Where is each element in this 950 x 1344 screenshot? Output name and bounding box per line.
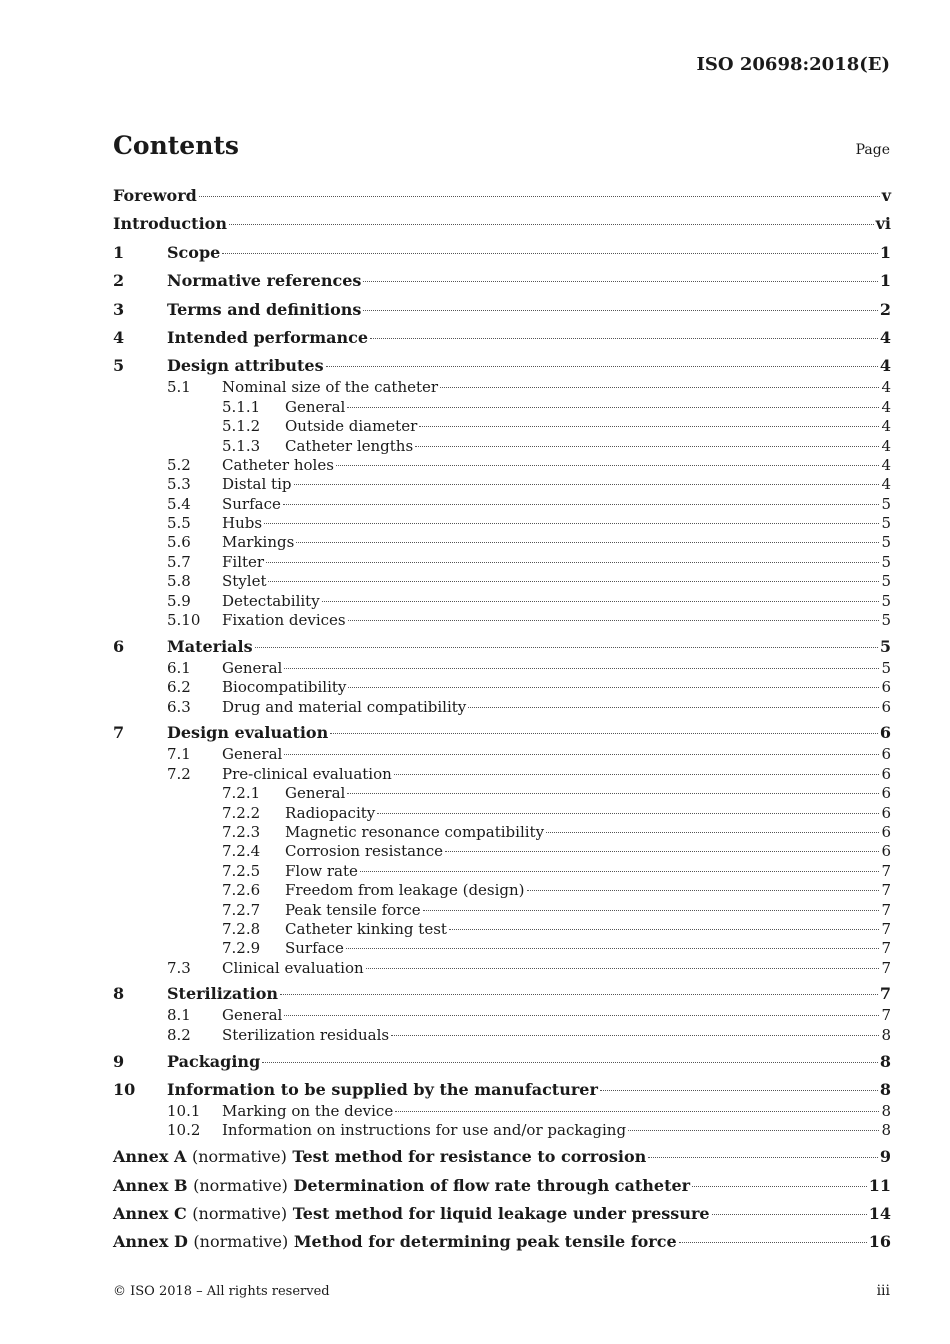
toc-entry-number: 5.7 bbox=[167, 552, 191, 571]
toc-entry-number: 7.2.3 bbox=[222, 822, 261, 841]
dot-leader bbox=[363, 310, 877, 311]
toc-entry-title: Stylet bbox=[222, 572, 267, 591]
toc-entry-number: 5.6 bbox=[167, 533, 191, 552]
toc-entry-title: Introduction bbox=[113, 214, 227, 234]
toc-entry-number: 7.3 bbox=[167, 958, 191, 977]
toc-entry-title: Hubs bbox=[222, 514, 263, 533]
toc-entry-page: 16 bbox=[868, 1232, 891, 1252]
toc-entry-number: 5.1.1 bbox=[222, 397, 261, 416]
toc-entry-title: Nominal size of the catheter bbox=[222, 378, 439, 397]
toc-entry-title: Materials bbox=[167, 636, 253, 656]
toc-entry[interactable] bbox=[113, 378, 891, 397]
footer-page-number: iii bbox=[876, 1283, 890, 1299]
toc-entry[interactable] bbox=[113, 475, 891, 494]
toc-entry[interactable] bbox=[113, 1026, 891, 1045]
toc-entry-number: 7.2.1 bbox=[222, 784, 261, 803]
toc-entry-number: 5.8 bbox=[167, 572, 191, 591]
toc-entry[interactable] bbox=[113, 1078, 891, 1102]
toc-entry-page: 5 bbox=[881, 591, 891, 610]
toc-entry-title: Design attributes bbox=[167, 356, 324, 376]
page-column-label: Page bbox=[855, 142, 890, 158]
dot-leader bbox=[296, 542, 879, 543]
dot-leader bbox=[294, 484, 880, 485]
dot-leader bbox=[468, 707, 879, 708]
toc-entry-page: 6 bbox=[881, 803, 891, 822]
toc-entry-title: Normative references bbox=[167, 271, 362, 291]
toc-entry-number: 10.2 bbox=[167, 1121, 201, 1140]
dot-leader bbox=[360, 871, 880, 872]
dot-leader bbox=[229, 224, 874, 225]
toc-entry-page: 6 bbox=[881, 784, 891, 803]
toc-entry-number: 5.1.2 bbox=[222, 417, 261, 436]
toc-entry[interactable] bbox=[113, 514, 891, 533]
toc-entry-page: 14 bbox=[868, 1203, 891, 1223]
toc-entry-page: 4 bbox=[881, 397, 891, 416]
toc-entry-title: Packaging bbox=[167, 1051, 261, 1071]
toc-entry-page: 5 bbox=[881, 658, 891, 677]
toc-entry-number: 5.9 bbox=[167, 591, 191, 610]
toc-entry-page: 7 bbox=[881, 861, 891, 880]
toc-entry-page: 1 bbox=[879, 242, 891, 262]
toc-entry-page: 4 bbox=[881, 417, 891, 436]
toc-entry-page: 4 bbox=[881, 436, 891, 455]
toc-entry[interactable] bbox=[113, 212, 891, 236]
toc-entry[interactable] bbox=[113, 982, 891, 1006]
dot-leader bbox=[366, 968, 880, 969]
dot-leader bbox=[264, 523, 879, 524]
toc-entry-title: Catheter lengths bbox=[285, 436, 414, 455]
toc-annex-entry[interactable] bbox=[113, 1202, 891, 1226]
toc-entry-page: 5 bbox=[881, 611, 891, 630]
toc-entry[interactable] bbox=[113, 862, 891, 881]
toc-entry-number: 6.1 bbox=[167, 658, 191, 677]
dot-leader bbox=[347, 793, 879, 794]
toc-entry-number: 6 bbox=[113, 636, 125, 656]
toc-entry-number: 10.1 bbox=[167, 1102, 201, 1121]
toc-entry[interactable] bbox=[113, 269, 891, 293]
annex-heading bbox=[113, 1174, 690, 1198]
annex-title: Test method for resistance to corrosion bbox=[292, 1147, 647, 1167]
annex-title: Method for determining peak tensile force bbox=[293, 1232, 677, 1252]
annex-normative-tag: (normative) bbox=[193, 1175, 288, 1195]
toc-entry-page: 4 bbox=[879, 356, 891, 376]
toc-entry-page: 8 bbox=[881, 1025, 891, 1044]
toc-entry-number: 5.5 bbox=[167, 514, 191, 533]
toc-entry-title: Peak tensile force bbox=[285, 900, 421, 919]
toc-entry-page: v bbox=[881, 186, 891, 205]
dot-leader bbox=[628, 1130, 879, 1131]
dot-leader bbox=[322, 601, 880, 602]
toc-entry-page: 5 bbox=[881, 494, 891, 513]
toc-entry[interactable] bbox=[113, 533, 891, 552]
dot-leader bbox=[712, 1214, 867, 1215]
dot-leader bbox=[280, 994, 878, 995]
toc-entry-number: 5.4 bbox=[167, 494, 191, 513]
table-of-contents bbox=[113, 184, 891, 1254]
toc-entry-title: Sterilization residuals bbox=[222, 1025, 390, 1044]
annex-normative-tag: (normative) bbox=[192, 1203, 288, 1223]
toc-entry-number: 10 bbox=[113, 1080, 136, 1100]
toc-entry-number: 6.2 bbox=[167, 678, 191, 697]
toc-entry-page: 4 bbox=[879, 327, 891, 347]
dot-leader bbox=[679, 1242, 867, 1243]
toc-entry-page: 5 bbox=[881, 514, 891, 533]
toc-entry[interactable] bbox=[113, 804, 891, 823]
annex-label: Annex A bbox=[113, 1147, 187, 1167]
toc-entry-title: Surface bbox=[222, 494, 281, 513]
dot-leader bbox=[648, 1157, 878, 1158]
toc-entry-page: 8 bbox=[879, 1051, 891, 1071]
dot-leader bbox=[600, 1090, 878, 1091]
dot-leader bbox=[336, 465, 880, 466]
dot-leader bbox=[284, 754, 879, 755]
annex-title: Determination of flow rate through catheter bbox=[293, 1175, 691, 1195]
toc-entry-number: 2 bbox=[113, 271, 125, 291]
toc-entry-title: Scope bbox=[167, 242, 221, 262]
toc-entry-title: General bbox=[285, 397, 346, 416]
dot-leader bbox=[440, 387, 879, 388]
toc-entry[interactable] bbox=[113, 1102, 891, 1121]
dot-leader bbox=[199, 196, 880, 197]
dot-leader bbox=[692, 1186, 867, 1187]
toc-entry-number: 5 bbox=[113, 356, 125, 376]
toc-entry[interactable] bbox=[113, 659, 891, 678]
dot-leader bbox=[255, 647, 878, 648]
toc-entry-number: 8.1 bbox=[167, 1006, 191, 1025]
toc-entry-title: Drug and material compatibility bbox=[222, 697, 467, 716]
toc-entry-page: 6 bbox=[881, 842, 891, 861]
toc-entry[interactable] bbox=[113, 939, 891, 958]
toc-entry-page: 11 bbox=[868, 1175, 891, 1195]
toc-entry[interactable] bbox=[113, 495, 891, 514]
dot-leader bbox=[363, 281, 877, 282]
dot-leader bbox=[326, 366, 878, 367]
toc-entry-number: 7.2.5 bbox=[222, 861, 261, 880]
toc-entry-title: General bbox=[222, 1006, 283, 1025]
toc-entry-title: Flow rate bbox=[285, 861, 358, 880]
annex-title: Test method for liquid leakage under pressure bbox=[292, 1203, 710, 1223]
toc-entry-title: Freedom from leakage (design) bbox=[285, 881, 525, 900]
toc-entry-page: 7 bbox=[881, 919, 891, 938]
toc-entry[interactable] bbox=[113, 241, 891, 265]
toc-entry[interactable] bbox=[113, 417, 891, 436]
toc-entry-title: Intended performance bbox=[167, 327, 369, 347]
toc-entry[interactable] bbox=[113, 920, 891, 939]
annex-heading bbox=[113, 1202, 710, 1226]
toc-entry-number: 1 bbox=[113, 242, 125, 262]
toc-entry-title: Magnetic resonance compatibility bbox=[285, 822, 545, 841]
toc-entry[interactable] bbox=[113, 842, 891, 861]
toc-entry[interactable] bbox=[113, 635, 891, 659]
toc-entry-page: 7 bbox=[881, 1006, 891, 1025]
document-identifier: ISO 20698:2018(E) bbox=[696, 54, 890, 75]
dot-leader bbox=[284, 1015, 879, 1016]
toc-entry-page: 7 bbox=[881, 881, 891, 900]
dot-leader bbox=[415, 446, 879, 447]
toc-entry[interactable] bbox=[113, 592, 891, 611]
toc-entry-title: Detectability bbox=[222, 591, 320, 610]
toc-entry[interactable] bbox=[113, 1006, 891, 1025]
toc-annex-entry[interactable] bbox=[113, 1145, 891, 1169]
toc-entry[interactable] bbox=[113, 572, 891, 591]
toc-entry-number: 7.2.6 bbox=[222, 881, 261, 900]
dot-leader bbox=[395, 1111, 879, 1112]
toc-entry-page: 1 bbox=[879, 271, 891, 291]
toc-entry-page: 7 bbox=[881, 900, 891, 919]
toc-entry-title: Foreword bbox=[113, 186, 197, 205]
toc-annex-entry[interactable] bbox=[113, 1230, 891, 1254]
toc-entry[interactable] bbox=[113, 678, 891, 697]
toc-entry-page: 4 bbox=[881, 475, 891, 494]
toc-entry-number: 8 bbox=[113, 984, 125, 1004]
toc-entry-title: Fixation devices bbox=[222, 611, 346, 630]
toc-entry-title: Biocompatibility bbox=[222, 678, 347, 697]
annex-normative-tag: (normative) bbox=[191, 1147, 287, 1167]
toc-entry-page: 6 bbox=[881, 822, 891, 841]
toc-entry-page: 5 bbox=[881, 572, 891, 591]
toc-entry[interactable] bbox=[113, 823, 891, 842]
toc-entry-page: 8 bbox=[881, 1102, 891, 1121]
annex-normative-tag: (normative) bbox=[193, 1232, 289, 1252]
dot-leader bbox=[330, 733, 878, 734]
toc-entry[interactable] bbox=[113, 184, 891, 208]
toc-entry-title: Outside diameter bbox=[285, 417, 418, 436]
toc-entry-page: 5 bbox=[881, 533, 891, 552]
dot-leader bbox=[419, 426, 879, 427]
toc-entry-title: Sterilization bbox=[167, 984, 279, 1004]
toc-entry-number: 9 bbox=[113, 1051, 125, 1071]
toc-entry[interactable] bbox=[113, 901, 891, 920]
dot-leader bbox=[348, 687, 879, 688]
toc-entry[interactable] bbox=[113, 1121, 891, 1140]
toc-entry[interactable] bbox=[113, 721, 891, 745]
annex-label: Annex B bbox=[113, 1175, 188, 1195]
dot-leader bbox=[266, 562, 879, 563]
toc-entry-title: Design evaluation bbox=[167, 723, 329, 743]
dot-leader bbox=[262, 1062, 878, 1063]
toc-entry-page: 8 bbox=[879, 1080, 891, 1100]
annex-label: Annex C bbox=[113, 1203, 187, 1223]
toc-entry-title: General bbox=[285, 784, 346, 803]
toc-entry-title: Distal tip bbox=[222, 475, 292, 494]
dot-leader bbox=[283, 504, 880, 505]
toc-entry-title: Clinical evaluation bbox=[222, 958, 364, 977]
toc-entry-title: Markings bbox=[222, 533, 295, 552]
dot-leader bbox=[284, 668, 879, 669]
toc-entry-title: Pre-clinical evaluation bbox=[222, 764, 392, 783]
toc-entry[interactable] bbox=[113, 354, 891, 378]
toc-entry-number: 5.10 bbox=[167, 611, 201, 630]
toc-entry-title: Catheter kinking test bbox=[285, 919, 447, 938]
dot-leader bbox=[391, 1035, 879, 1036]
toc-entry-number: 4 bbox=[113, 327, 125, 347]
toc-entry[interactable] bbox=[113, 456, 891, 475]
toc-entry-number: 5.2 bbox=[167, 455, 191, 474]
toc-entry-number: 7.2.7 bbox=[222, 900, 261, 919]
toc-entry-number: 7 bbox=[113, 723, 125, 743]
annex-heading bbox=[113, 1230, 677, 1254]
toc-entry-number: 7.2 bbox=[167, 764, 191, 783]
toc-entry-title: Surface bbox=[285, 939, 344, 958]
toc-entry-page: 4 bbox=[881, 455, 891, 474]
dot-leader bbox=[370, 338, 878, 339]
toc-entry[interactable] bbox=[113, 298, 891, 322]
contents-heading: Contents bbox=[113, 131, 240, 160]
toc-entry-title: Terms and definitions bbox=[167, 299, 362, 319]
toc-entry[interactable] bbox=[113, 784, 891, 803]
toc-entry-page: 7 bbox=[881, 939, 891, 958]
toc-entry-title: Catheter holes bbox=[222, 455, 334, 474]
toc-entry[interactable] bbox=[113, 698, 891, 717]
toc-entry-page: 4 bbox=[881, 378, 891, 397]
dot-leader bbox=[423, 910, 880, 911]
toc-entry-page: 5 bbox=[879, 636, 891, 656]
toc-entry-page: 6 bbox=[881, 697, 891, 716]
toc-entry[interactable] bbox=[113, 437, 891, 456]
toc-entry-page: 2 bbox=[879, 299, 891, 319]
toc-annex-entry[interactable] bbox=[113, 1174, 891, 1198]
dot-leader bbox=[394, 774, 880, 775]
toc-entry[interactable] bbox=[113, 765, 891, 784]
toc-entry-title: Information on instructions for use and/or packaging bbox=[222, 1121, 627, 1140]
toc-entry-title: Radiopacity bbox=[285, 803, 376, 822]
toc-entry-number: 5.1 bbox=[167, 378, 191, 397]
toc-entry-title: General bbox=[222, 658, 283, 677]
toc-entry[interactable] bbox=[113, 881, 891, 900]
toc-entry-number: 7.2.9 bbox=[222, 939, 261, 958]
dot-leader bbox=[445, 851, 879, 852]
dot-leader bbox=[449, 929, 880, 930]
toc-entry-page: 6 bbox=[881, 745, 891, 764]
toc-entry-number: 7.1 bbox=[167, 745, 191, 764]
toc-entry-title: Information to be supplied by the manufacturer bbox=[167, 1080, 598, 1100]
toc-entry-page: 6 bbox=[879, 723, 891, 743]
toc-entry[interactable] bbox=[113, 959, 891, 978]
toc-entry-page: vi bbox=[875, 214, 891, 234]
toc-entry-title: General bbox=[222, 745, 283, 764]
toc-entry-page: 6 bbox=[881, 678, 891, 697]
dot-leader bbox=[346, 948, 880, 949]
toc-entry-number: 5.3 bbox=[167, 475, 191, 494]
toc-entry-title: Marking on the device bbox=[222, 1102, 394, 1121]
dot-leader bbox=[222, 253, 878, 254]
toc-entry-number: 7.2.4 bbox=[222, 842, 261, 861]
toc-entry[interactable] bbox=[113, 398, 891, 417]
toc-entry-page: 6 bbox=[881, 764, 891, 783]
dot-leader bbox=[527, 890, 880, 891]
toc-entry-number: 3 bbox=[113, 299, 125, 319]
toc-entry-page: 5 bbox=[881, 552, 891, 571]
toc-entry-number: 5.1.3 bbox=[222, 436, 261, 455]
toc-entry-title: Filter bbox=[222, 552, 265, 571]
toc-entry-number: 7.2.2 bbox=[222, 803, 261, 822]
toc-entry[interactable] bbox=[113, 553, 891, 572]
toc-entry-page: 9 bbox=[879, 1147, 891, 1167]
toc-entry[interactable] bbox=[113, 326, 891, 350]
dot-leader bbox=[348, 620, 880, 621]
annex-heading bbox=[113, 1145, 646, 1169]
footer-copyright: © ISO 2018 – All rights reserved bbox=[113, 1284, 330, 1299]
toc-entry-number: 6.3 bbox=[167, 697, 191, 716]
dot-leader bbox=[377, 813, 879, 814]
toc-entry-number: 7.2.8 bbox=[222, 919, 261, 938]
toc-entry[interactable] bbox=[113, 611, 891, 630]
dot-leader bbox=[268, 581, 879, 582]
toc-entry[interactable] bbox=[113, 745, 891, 764]
annex-label: Annex D bbox=[113, 1232, 188, 1252]
toc-entry-page: 8 bbox=[881, 1121, 891, 1140]
toc-entry-page: 7 bbox=[881, 958, 891, 977]
toc-entry-page: 7 bbox=[879, 984, 891, 1004]
dot-leader bbox=[347, 407, 879, 408]
toc-entry-title: Corrosion resistance bbox=[285, 842, 443, 861]
toc-entry[interactable] bbox=[113, 1050, 891, 1074]
toc-entry-number: 8.2 bbox=[167, 1025, 191, 1044]
dot-leader bbox=[546, 832, 879, 833]
